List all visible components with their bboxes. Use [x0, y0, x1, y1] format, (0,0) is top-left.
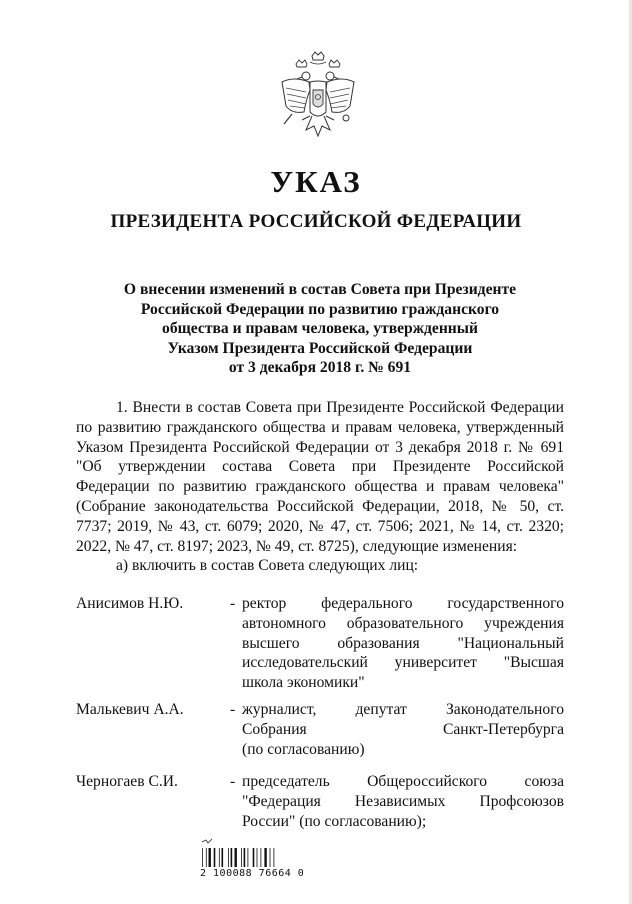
description-line: председатель Общероссийского союза: [242, 773, 564, 790]
paragraph-1: 1. Внести в состав Совета при Президенте Российской Федерации по развитию гражданского общества и правам человека, утвержденный Указом Президента Российской Федерации от 3 декабря 2018 г. № 691 "Об утверждении состава Совета при Президенте Российской Федерации по развитию гражданского общества и правам человека" (Собрание законодательства Российской Федерации, 2018, № 50, ст. 7737; 2019, № 43, ст. 6079; 2020, № 47, ст. 7506; 2021, № 14, ст. 2320; 2022, № 47, ст. 8197; 2023, № 49, ст. 8725), следующие изменения:: [76, 399, 564, 555]
barcode-icon: [200, 838, 300, 888]
document-subtitle: ПРЕЗИДЕНТА РОССИЙСКОЙ ФЕДЕРАЦИИ: [110, 211, 522, 232]
description-line: автономного образовательного учреждения: [242, 614, 564, 632]
person-description: [242, 594, 564, 693]
person-name: Черногаев С.И.: [76, 773, 178, 790]
description-line: ректор федерального государственного: [242, 595, 564, 612]
person-name: Анисимов Н.Ю.: [76, 595, 184, 612]
heading-line: Указом Президента Российской Федерации: [167, 339, 473, 357]
paragraph-a: а) включить в состав Совета следующих лиц:: [116, 557, 419, 575]
person-description: [242, 772, 564, 831]
description-line: (по согласованию): [242, 740, 365, 758]
document-body: [76, 398, 564, 576]
description-line: России" (по согласованию);: [242, 812, 427, 830]
description-line: Собрания Санкт-Петербурга: [242, 720, 564, 738]
decree-heading: [80, 280, 560, 378]
description-line: высшего образования "Национальный: [242, 634, 564, 652]
dash: -: [230, 773, 236, 790]
person-description: [242, 700, 564, 759]
person-name: Малькевич А.А.: [76, 701, 184, 718]
description-line: школа экономики": [242, 674, 365, 692]
document-title: УКАЗ: [270, 164, 362, 199]
heading-line: от 3 декабря 2018 г. № 691: [228, 359, 412, 376]
description-line: журналист, депутат Законодательного: [242, 701, 564, 718]
description-line: "Федерация Независимых Профсоюзов: [242, 792, 564, 810]
description-line: исследовательский университет "Высшая: [242, 654, 564, 672]
dash: -: [230, 701, 236, 718]
dash: -: [230, 595, 236, 612]
coat-of-arms-icon: [276, 50, 360, 146]
barcode-number: 2 100088 76664 0: [200, 868, 305, 879]
heading-line: О внесении изменений в состав Совета при Президенте: [123, 281, 517, 298]
heading-line: общества и правам человека, утвержденный: [162, 320, 478, 337]
heading-line: Российской Федерации по развитию гражданского: [140, 300, 500, 318]
